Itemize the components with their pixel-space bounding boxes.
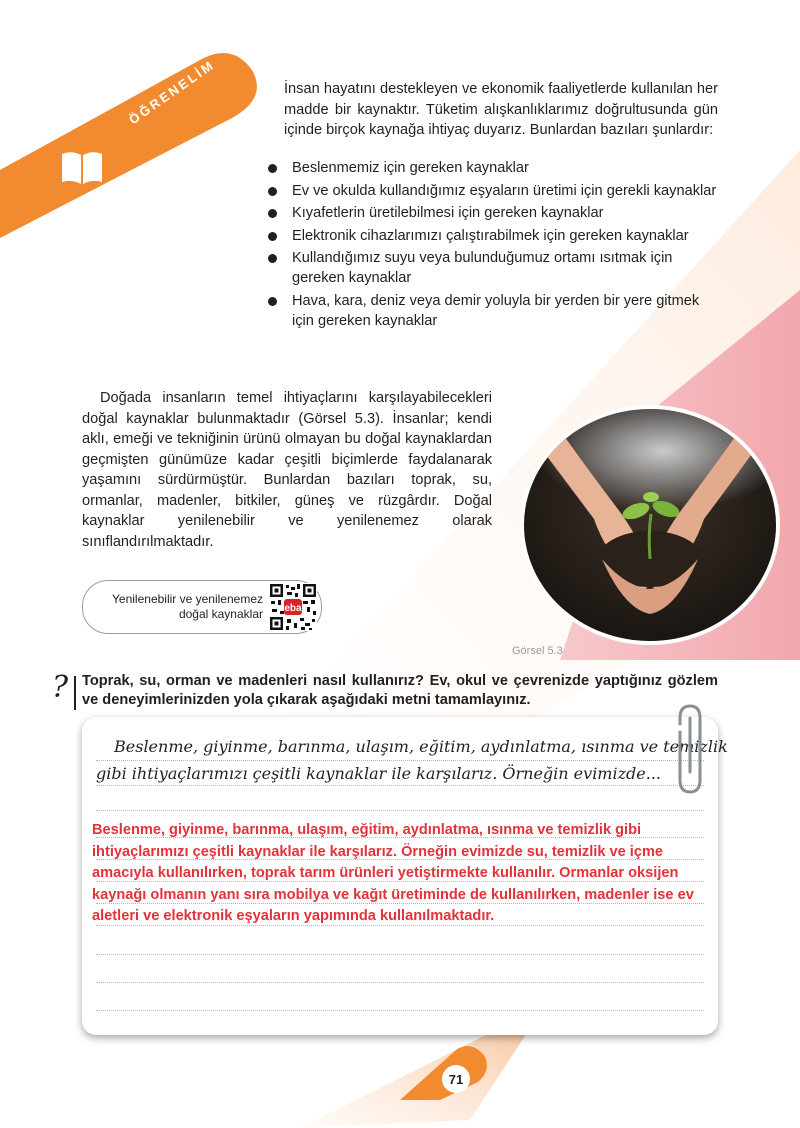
list-item: Kullandığımız suyu veya bulunduğumuz ortamı ısıtmak için gereken kaynaklar [266,248,718,288]
list-item: Hava, kara, deniz veya demir yoluyla bir yerden bir yere gitmek için gereken kaynaklar [266,291,718,331]
handwritten-line-2: gibi ihtiyaçlarımızı çeşitli kaynaklar ile karşılarız. Örneğin evimizde... [96,764,661,783]
list-item: Elektronik cihazlarımızı çalıştırabilmek için gereken kaynaklar [266,226,718,246]
answer-text: Beslenme, giyinme, barınma, ulaşım, eğitim, aydınlatma, ısınma ve temizlik gibi ihtiyaçlarımızı çeşitli kaynaklar ile karşılarız. Örneğin evimizde su, temizlik ve içme amacıyla kullanılırken, toprak tarım ürünleri yetiştirmekte kullanılır. Ormanlar oksijen kaynağı olmanın yanı sıra mobilya ve kağıt üretiminde de kullanılırken, madenler ise ev aletleri ve elektronik eşyaların yapımında kullanılmaktadır. [92,822,694,924]
intro-paragraph: İnsan hayatını destekleyen ve ekonomik faaliyetlerde kullanılan her madde bir kaynaktır. Tüketim alışkanlıklarımız doğrultusunda gün içinde birçok kaynağa ihtiyaç duyarız. Bunlardan bazıları şunlardır: [284,81,718,138]
figure-caption: Görsel 5.3 [512,645,563,657]
list-item: Ev ve okulda kullandığımız eşyaların üretimi için gerekli kaynaklar [266,181,718,201]
page-number: 71 [442,1065,470,1093]
eba-badge: eba [284,603,302,614]
question-mark-icon: ? [52,670,69,705]
question-text: Toprak, su, orman ve madenleri nasıl kullanırız? Ev, okul ve çevrenizde yaptığınız gözlem ve deneyimlerinizden yola çıkarak aşağıdaki metni tamamlayınız. [82,673,718,708]
section-title: ÖĞRENELİM [126,56,218,128]
list-item: Beslenmemiz için gereken kaynaklar [266,158,718,178]
list-item: Kıyafetlerin üretilebilmesi için gereken kaynaklar [266,203,718,223]
natural-resources-paragraph: Doğada insanların temel ihtiyaçlarını karşılayabilecekleri doğal kaynaklar bulunmaktadır (Görsel 5.3). İnsanlar; kendi aklı, emeği ve tekniğinin ürünü olmayan bu doğal kaynaklardan geçmişten günümüze kadar çeşitli biçimlerde faydalanarak yaşamını sürdürmüştür. Bunlardan bazıları toprak, su, ormanlar, madenler, bitkiler, güneş ve rüzgârdır. Doğal kaynaklar yenilenebilir ve yenilenemez olarak sınıflandırılmaktadır. [82,390,492,550]
handwritten-line-1: Beslenme, giyinme, barınma, ulaşım, eğitim, aydınlatma, ısınma ve temizlik [114,737,728,756]
qr-label: Yenilenebilir ve yenilenemez doğal kaynaklar [112,592,263,621]
